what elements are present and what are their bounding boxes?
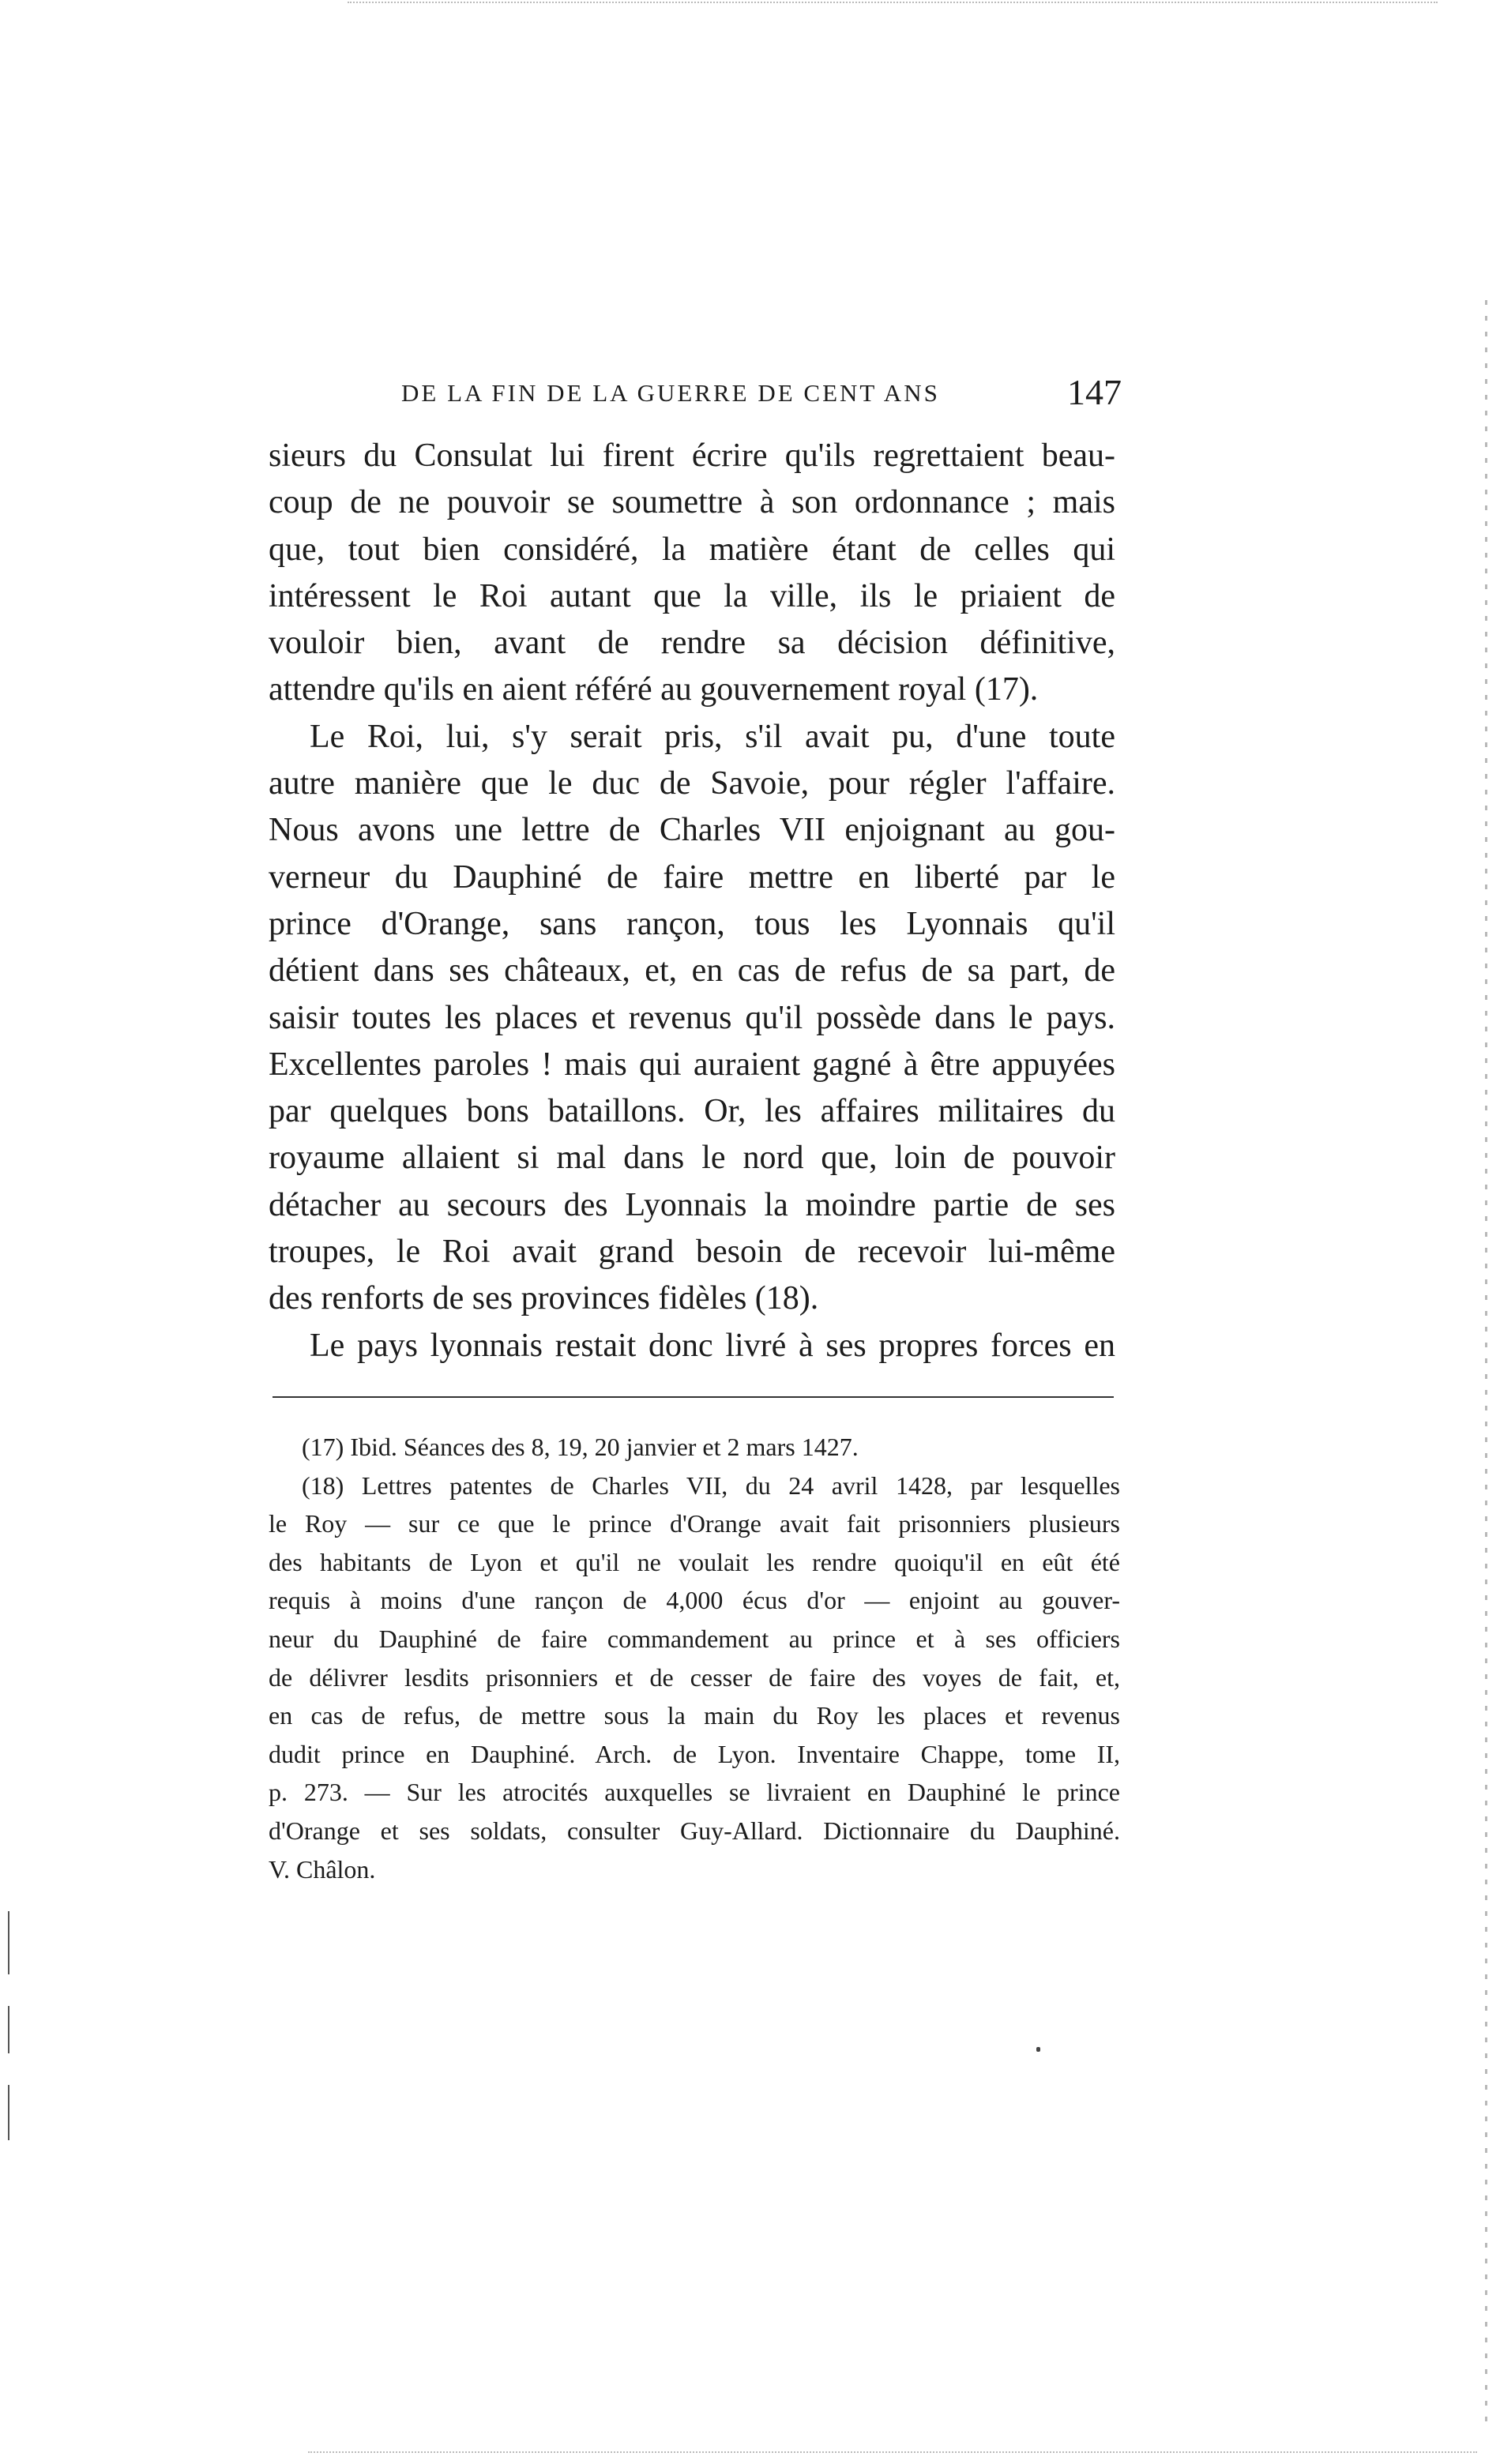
footnotes: [269, 1428, 1120, 1888]
footnote-line: en cas de refus, de mettre sous la main du Roy les places et revenus: [269, 1701, 1120, 1730]
footnote-line: des habitants de Lyon et qu'il ne voulait les rendre quoiqu'il en eût été: [269, 1547, 1120, 1576]
ink-speck: [1036, 2047, 1040, 2052]
scan-edge-right: [1485, 300, 1487, 2432]
text-line: saisir toutes les places et revenus qu'il possède dans le pays.: [269, 999, 1115, 1036]
text-line: Excellentes paroles ! mais qui auraient gagné à être appuyées: [269, 1046, 1115, 1083]
text-line: par quelques bons bataillons. Or, les affaires militaires du: [269, 1093, 1115, 1130]
text-line: des renforts de ses provinces fidèles (18).: [269, 1280, 819, 1317]
footnote-line: p. 273. — Sur les atrocités auxquelles se livraient en Dauphiné le prince: [269, 1778, 1120, 1807]
footnote-line: d'Orange et ses soldats, consulter Guy-Allard. Dictionnaire du Dauphiné.: [269, 1816, 1120, 1845]
text-line: royaume allaient si mal dans le nord que, loin de pouvoir: [269, 1140, 1115, 1177]
running-title: DE LA FIN DE LA GUERRE DE CENT ANS: [401, 379, 940, 407]
footnote-divider: [273, 1396, 1114, 1398]
text-line: détacher au secours des Lyonnais la moindre partie de ses: [269, 1186, 1115, 1223]
text-line: Nous avons une lettre de Charles VII enjoignant au gou-: [269, 812, 1115, 849]
scan-mark-left: [8, 1911, 9, 1974]
page-header: [269, 371, 1122, 419]
footnote-line: de délivrer lesdits prisonniers et de cesser de faire des voyes de fait, et,: [269, 1662, 1120, 1692]
text-line: attendre qu'ils en aient référé au gouvernement royal (17).: [269, 671, 1039, 708]
text-line: vouloir bien, avant de rendre sa décision définitive,: [269, 625, 1115, 662]
footnote-line: requis à moins d'une rançon de 4,000 écus d'or — enjoint au gouver-: [269, 1586, 1120, 1615]
scan-mark-left: [8, 2085, 9, 2140]
footnote-line: dudit prince en Dauphiné. Arch. de Lyon. Inventaire Chappe, tome II,: [269, 1739, 1120, 1768]
body-text: [269, 433, 1115, 1369]
text-line: prince d'Orange, sans rançon, tous les Lyonnais qu'il: [269, 905, 1115, 942]
scan-mark-left: [8, 2006, 9, 2053]
text-line: sieurs du Consulat lui firent écrire qu'ils regrettaient beau-: [269, 438, 1115, 474]
page-number: 147: [1067, 372, 1122, 412]
footnote-line: (17) Ibid. Séances des 8, 19, 20 janvier et 2 mars 1427.: [302, 1433, 859, 1461]
footnote-line: (18) Lettres patentes de Charles VII, du 24 avril 1428, par lesquelles: [302, 1471, 1120, 1500]
text-line: coup de ne pouvoir se soumettre à son ordonnance ; mais: [269, 484, 1115, 521]
text-line: troupes, le Roi avait grand besoin de recevoir lui-même: [269, 1234, 1115, 1271]
text-line: autre manière que le duc de Savoie, pour régler l'affaire.: [269, 765, 1115, 802]
text-line: Le pays lyonnais restait donc livré à ses propres forces en: [310, 1327, 1115, 1364]
scan-edge-top: [348, 2, 1438, 3]
text-line: intéressent le Roi autant que la ville, ils le priaient de: [269, 577, 1115, 614]
scan-edge-bottom: [308, 2451, 1477, 2453]
text-line: que, tout bien considéré, la matière étant de celles qui: [269, 531, 1115, 568]
text-line: verneur du Dauphiné de faire mettre en liberté par le: [269, 858, 1115, 896]
text-line: Le Roi, lui, s'y serait pris, s'il avait pu, d'une toute: [310, 718, 1115, 755]
footnote-line: V. Châlon.: [269, 1854, 376, 1884]
footnote-line: le Roy — sur ce que le prince d'Orange avait fait prisonniers plusieurs: [269, 1509, 1120, 1538]
text-line: détient dans ses châteaux, et, en cas de refus de sa part, de: [269, 952, 1115, 990]
footnote-line: neur du Dauphiné de faire commandement au prince et à ses officiers: [269, 1624, 1120, 1653]
